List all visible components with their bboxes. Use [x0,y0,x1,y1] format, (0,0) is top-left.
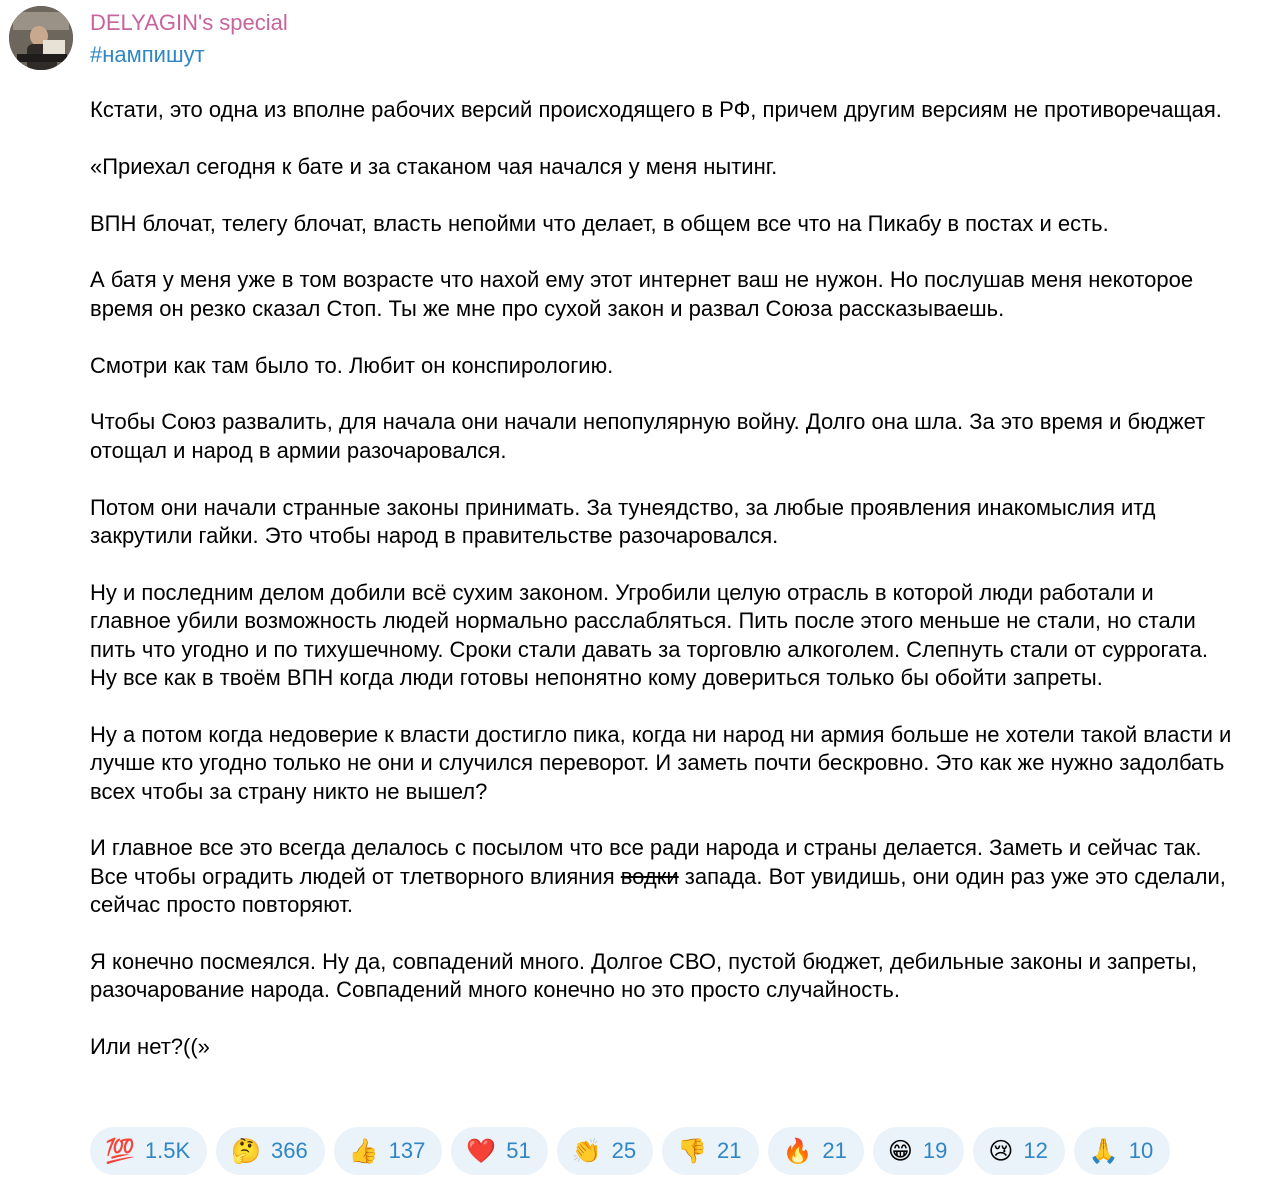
channel-name[interactable]: DELYAGIN's special [90,10,288,35]
reaction-count: 19 [922,1138,948,1163]
red-heart-icon: ❤️ [466,1137,497,1165]
reaction-count: 10 [1128,1138,1154,1163]
avatar-photo-icon [9,6,73,70]
reaction-pray[interactable] [1074,1127,1170,1175]
reaction-count: 51 [506,1138,531,1163]
post-paragraph: Чтобы Союз развалить, для начала они начали непопулярную войну. Долго она шла. За это время и бюджет отощал и народ в армии разочаровался. [90,409,1206,463]
reaction-cry[interactable] [973,1127,1065,1175]
reaction-thumbs-up[interactable] [334,1127,443,1175]
post-paragraph: А батя у меня уже в том возрасте что нахой ему этот интернет ваш не нужон. Но послушав меня некоторое время он резко сказал Стоп. Ты же мне про сухой закон и развал Союза рассказываешь. [90,267,1194,321]
post-paragraph: Я конечно посмеялся. Ну да, совпадений много. Долгое СВО, пустой бюджет, дебильные законы и запреты, разочарование народа. Совпадений много конечно но это просто случайность. [90,949,1198,1003]
strikethrough-text: водки [620,863,679,889]
channel-avatar[interactable] [9,6,73,70]
reaction-heart[interactable] [451,1127,547,1175]
post-paragraph: Ну и последним делом добили всё сухим законом. Угробили целую отрасль в которой люди работали и главное убили возможность людей нормально расслабляться. Пить после этого меньше не стали, но стали пить что угодно и по тихушечному. Сроки стали давать за торговлю алкоголем. Слепнуть стали от суррогата. Ну все как в твоём ВПН когда люди готовы непонятно кому довериться только бы обойти запреты. [90,579,1209,691]
reaction-fire[interactable] [768,1127,864,1175]
reaction-count: 137 [388,1138,426,1163]
post-paragraph: Смотри как там было то. Любит он конспирологию. [90,352,614,378]
reaction-count: 366 [271,1138,308,1163]
post-paragraph: «Приехал сегодня к бате и за стаканом чая начался у меня нытинг. [90,153,778,179]
reaction-hundred[interactable] [90,1127,207,1175]
reaction-clap[interactable] [557,1127,653,1175]
grinning-face-icon: 😁 [887,1137,913,1165]
post-paragraph: Или нет?((» [90,1034,210,1060]
crying-face-icon: 😢 [988,1137,1014,1165]
paragraph-text: запада. Вот увидишь, они один раз уже это сделали, сейчас просто повторяют. [90,863,1226,918]
post-paragraph: Ну а потом когда недоверие к власти достигло пика, когда ни народ ни армия больше не хотели такой власти и лучше кто угодно только не они и случился переворот. И заметь почти бескровно. Это как же нужно задолбать всех чтобы за страну никто не вышел? [90,721,1232,804]
reaction-count: 1.5K [144,1138,191,1163]
folded-hands-icon: 🙏 [1088,1137,1119,1165]
reaction-count: 12 [1023,1138,1048,1163]
reaction-count: 25 [611,1138,637,1163]
reactions-bar [90,1127,1170,1175]
post-paragraph: ВПН блочат, телегу блочат, власть непойми что делает, в общем все что на Пикабу в постах и есть. [90,210,1109,236]
reaction-thumbs-down[interactable] [662,1127,758,1175]
reaction-count: 21 [822,1138,847,1163]
thumbs-down-icon: 👎 [677,1137,708,1165]
thinking-face-icon: 🤔 [231,1137,262,1165]
post-paragraph [90,834,1240,919]
reaction-grin[interactable] [873,1127,965,1175]
post-paragraph: Кстати, это одна из вполне рабочих версий происходящего в РФ, причем другим версиям не противоречащая. [90,97,1222,122]
post-text [90,96,1240,1062]
clapping-hands-icon: 👏 [571,1137,602,1165]
hashtag-link[interactable]: #нампишут [90,42,205,67]
reaction-thinking[interactable] [216,1127,325,1175]
paragraph-text: И главное все это всегда делалось с посылом что все ради народа и страны делается. Заметь и сейчас так. Все чтобы оградить людей от тлетворного влияния [90,835,1202,889]
hundred-points-icon: 💯 [105,1137,135,1165]
post-paragraph: Потом они начали странные законы принимать. За тунеядство, за любые проявления инакомыслия итд закрутили гайки. Это чтобы народ в правительстве разочаровался. [90,494,1156,548]
fire-icon: 🔥 [782,1137,813,1165]
thumbs-up-icon: 👍 [348,1137,379,1165]
reaction-count: 21 [717,1138,742,1163]
post-header [90,8,288,70]
